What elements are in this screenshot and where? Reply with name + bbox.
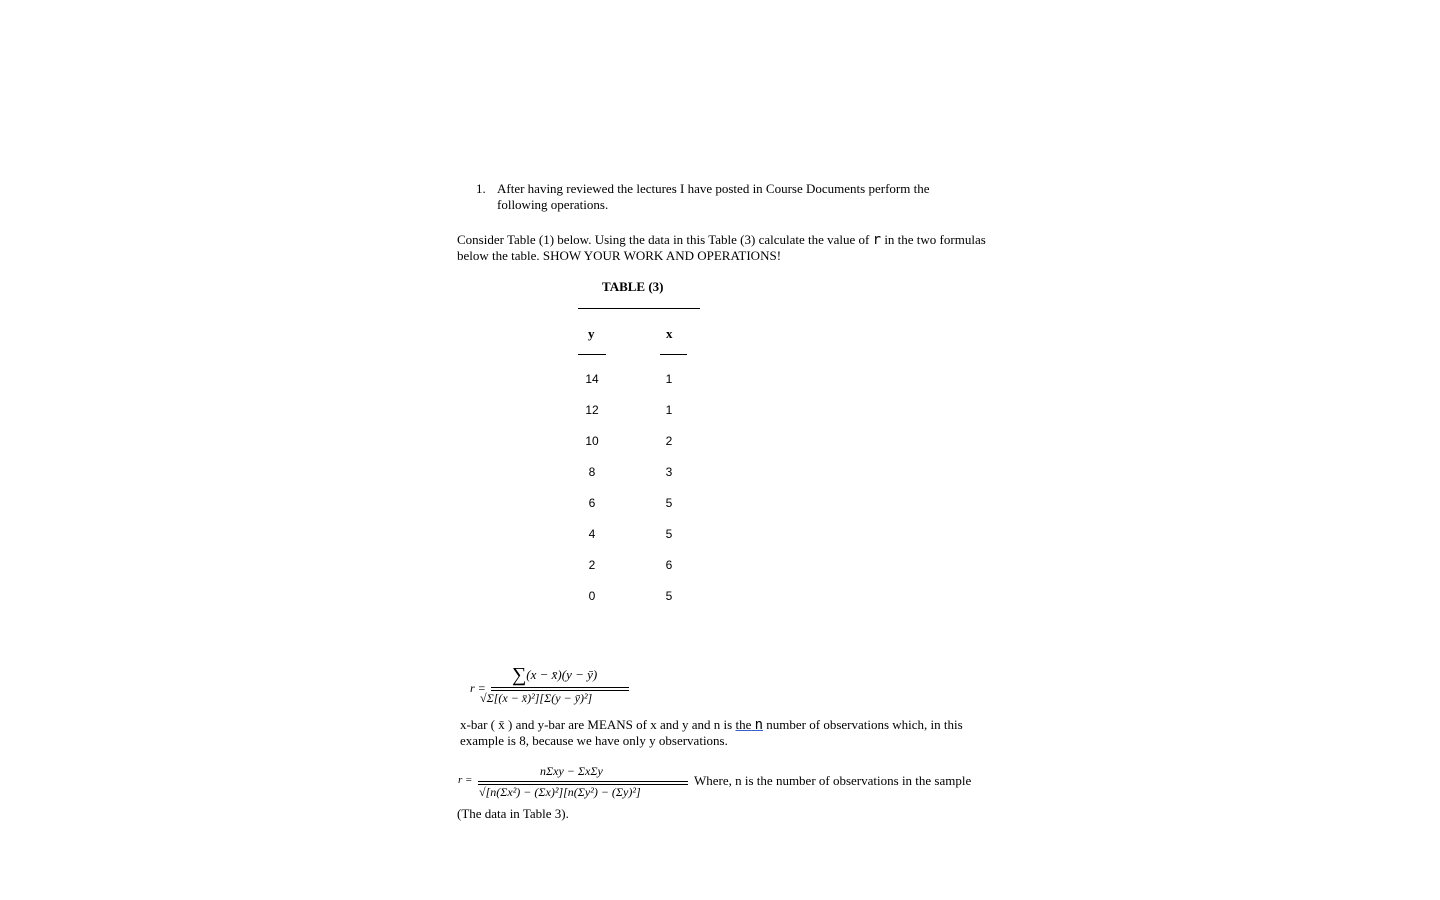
fraction-bar [478, 781, 688, 782]
means-note [460, 717, 990, 749]
sigma-symbol: ∑ [512, 664, 527, 686]
table-top-rule [578, 308, 700, 309]
table-cell-x: 5 [665, 527, 673, 541]
instruction-paragraph [457, 232, 997, 264]
table-cell-x: 1 [665, 403, 673, 417]
table-title: TABLE (3) [602, 279, 664, 294]
question-number: 1. [476, 181, 486, 196]
fraction-bar [491, 687, 629, 688]
formula-1-lhs: r = [470, 681, 486, 695]
formula-2-where-note: Where, n is the number of observations in the sample [694, 773, 972, 788]
column-rule-y [578, 354, 606, 355]
table-cell-x: 1 [665, 372, 673, 386]
table-cell-x: 3 [665, 465, 673, 479]
table-cell-x: 5 [665, 496, 673, 510]
table-cell-y: 6 [588, 496, 596, 510]
column-header-x: x [666, 326, 673, 341]
question-text: After having reviewed the lectures I have posted in Course Documents perform the following operations. [497, 181, 930, 212]
table-cell-y: 10 [585, 434, 599, 448]
data-note: (The data in Table 3). [457, 806, 569, 821]
table-cell-x: 6 [665, 558, 673, 572]
the-n-link: the n [735, 717, 764, 733]
table-cell-y: 2 [588, 558, 596, 572]
instruction-text-start: Consider Table (1) below. Using the data in this Table (3) calculate the value of [457, 232, 870, 247]
formula-1-numerator-text: (x − x̄)(y − ȳ) [526, 667, 598, 682]
table-cell-x: 2 [665, 434, 673, 448]
table-cell-y: 8 [588, 465, 596, 479]
table-cell-y: 0 [588, 589, 596, 603]
formula-1-numerator [512, 664, 597, 687]
column-header-y: y [588, 326, 595, 341]
table-cell-x: 5 [665, 589, 673, 603]
instruction-text-end: in the two formulas below the table. SHOW YOUR WORK AND OPERATIONS! [457, 232, 986, 263]
r-symbol: r [872, 232, 882, 248]
means-note-start: x-bar ( x̄ ) and y-bar are MEANS of x and y and n is [460, 717, 733, 732]
table-cell-y: 12 [585, 403, 599, 417]
table-cell-y: 4 [588, 527, 596, 541]
formula-1-denominator: √Σ[(x − x̄)²][Σ(y − ȳ)²] [480, 691, 593, 705]
formula-2-numerator: nΣxy − ΣxΣy [540, 764, 603, 778]
column-rule-x [660, 354, 687, 355]
table-cell-y: 14 [585, 372, 599, 386]
means-note-end: number of observations which, in this example is 8, because we have only y observations. [460, 717, 963, 748]
formula-2-denominator: √[n(Σx²) − (Σx)²][n(Σy²) − (Σy)²] [479, 785, 641, 799]
formula-2-lhs: r = [458, 774, 473, 786]
